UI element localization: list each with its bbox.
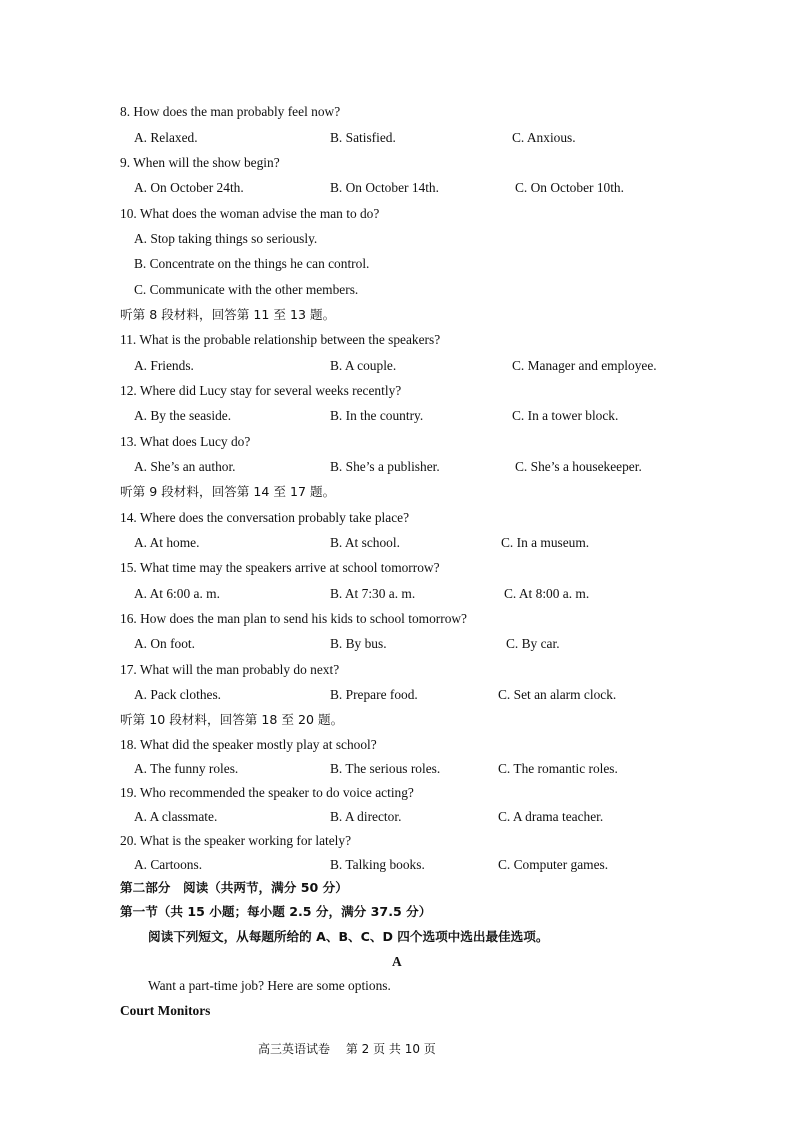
question-18-stem: 18. What did the speaker mostly play at school? <box>120 737 377 752</box>
question-10-option-a: A. Stop taking things so seriously. <box>134 231 318 246</box>
question-16-option-b: B. By bus. <box>330 636 387 651</box>
question-20-option-a: A. Cartoons. <box>134 857 203 872</box>
question-9-option-b: B. On October 14th. <box>330 180 439 195</box>
part-2-section-1-title: 第一节（共 15 小题；每小题 2.5 分，满分 37.5 分） <box>120 904 432 919</box>
question-11-option-b: B. A couple. <box>330 358 397 373</box>
question-10-option-c: C. Communicate with the other members. <box>134 282 359 297</box>
page-footer: 高三英语试卷 第 2 页 共 10 页 <box>258 1042 436 1056</box>
question-12-option-b: B. In the country. <box>330 408 424 423</box>
passage-intro: Want a part-time job? Here are some options. <box>148 978 391 993</box>
question-18-option-b: B. The serious roles. <box>330 761 441 776</box>
question-12-option-c: C. In a tower block. <box>512 408 619 423</box>
question-9-option-a: A. On October 24th. <box>134 180 244 195</box>
question-13-option-a: A. She’s an author. <box>134 459 236 474</box>
question-14-option-b: B. At school. <box>330 535 400 550</box>
question-15-option-a: A. At 6:00 a. m. <box>134 586 220 601</box>
question-19-option-b: B. A director. <box>330 809 402 824</box>
question-14-stem: 14. Where does the conversation probably take place? <box>120 510 410 525</box>
question-10-option-b: B. Concentrate on the things he can control. <box>134 256 370 271</box>
question-10-stem: 10. What does the woman advise the man to do? <box>120 206 380 221</box>
material-8-instruction: 听第 8 段材料，回答第 11 至 13 题。 <box>120 307 336 322</box>
question-17-option-c: C. Set an alarm clock. <box>498 687 617 702</box>
question-12-stem: 12. Where did Lucy stay for several weeks recently? <box>120 383 402 398</box>
question-9-stem: 9. When will the show begin? <box>120 155 280 170</box>
question-8-stem: 8. How does the man probably feel now? <box>120 104 341 119</box>
question-8-option-b: B. Satisfied. <box>330 130 396 145</box>
question-8-option-c: C. Anxious. <box>512 130 576 145</box>
question-20-stem: 20. What is the speaker working for lately? <box>120 833 352 848</box>
question-14-option-a: A. At home. <box>134 535 200 550</box>
question-17-option-b: B. Prepare food. <box>330 687 418 702</box>
question-13-stem: 13. What does Lucy do? <box>120 434 251 449</box>
part-2-title: 第二部分 阅读（共两节，满分 50 分） <box>120 880 348 895</box>
question-18-option-c: C. The romantic roles. <box>498 761 618 776</box>
question-11-option-c: C. Manager and employee. <box>512 358 657 373</box>
question-13-option-c: C. She’s a housekeeper. <box>515 459 642 474</box>
question-16-stem: 16. How does the man plan to send his kids to school tomorrow? <box>120 611 467 626</box>
question-12-option-a: A. By the seaside. <box>134 408 232 423</box>
question-8-option-a: A. Relaxed. <box>134 130 198 145</box>
question-15-stem: 15. What time may the speakers arrive at school tomorrow? <box>120 560 440 575</box>
question-19-stem: 19. Who recommended the speaker to do voice acting? <box>120 785 414 800</box>
question-11-option-a: A. Friends. <box>134 358 194 373</box>
question-19-option-c: C. A drama teacher. <box>498 809 604 824</box>
question-14-option-c: C. In a museum. <box>501 535 590 550</box>
question-20-option-b: B. Talking books. <box>330 857 425 872</box>
material-10-instruction: 听第 10 段材料，回答第 18 至 20 题。 <box>120 712 344 727</box>
question-13-option-b: B. She’s a publisher. <box>330 459 440 474</box>
question-17-stem: 17. What will the man probably do next? <box>120 662 340 677</box>
reading-instruction: 阅读下列短文，从每题所给的 A、B、C、D 四个选项中选出最佳选项。 <box>148 929 549 944</box>
question-9-option-c: C. On October 10th. <box>515 180 624 195</box>
question-18-option-a: A. The funny roles. <box>134 761 239 776</box>
passage-label: A <box>392 954 402 969</box>
passage-heading: Court Monitors <box>120 1003 211 1018</box>
question-19-option-a: A. A classmate. <box>134 809 218 824</box>
question-16-option-c: C. By car. <box>506 636 560 651</box>
question-15-option-b: B. At 7:30 a. m. <box>330 586 416 601</box>
question-20-option-c: C. Computer games. <box>498 857 609 872</box>
question-15-option-c: C. At 8:00 a. m. <box>504 586 590 601</box>
material-9-instruction: 听第 9 段材料，回答第 14 至 17 题。 <box>120 484 336 499</box>
question-11-stem: 11. What is the probable relationship between the speakers? <box>120 332 441 347</box>
question-17-option-a: A. Pack clothes. <box>134 687 222 702</box>
question-16-option-a: A. On foot. <box>134 636 195 651</box>
